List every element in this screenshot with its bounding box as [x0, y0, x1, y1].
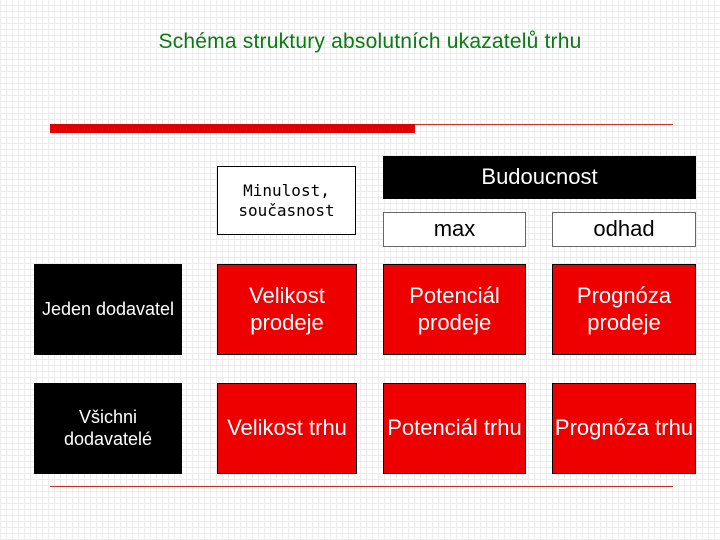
decorative-red-line-top — [415, 124, 673, 125]
decorative-red-line-bottom — [50, 486, 673, 487]
cell-text: Potenciál prodeje — [409, 283, 500, 335]
cell-market-forecast — [552, 383, 696, 474]
slide-title: Schéma struktury absolutních ukazatelů trhu — [158, 30, 582, 53]
header-future-label: Budoucnost — [481, 164, 598, 190]
row-label-text: Všichni dodavatelé — [63, 406, 153, 449]
row-label-text: Jeden dodavatel — [41, 298, 175, 319]
header-current-label: Minulost, současnost — [238, 180, 335, 220]
cell-text: Potenciál trhu — [387, 415, 522, 441]
cell-text: Prognóza trhu — [554, 415, 694, 441]
cell-sales-size — [217, 264, 357, 355]
header-max — [383, 212, 526, 247]
cell-sales-potential — [383, 264, 526, 355]
header-estimate — [552, 212, 696, 247]
header-estimate-label: odhad — [593, 216, 655, 242]
header-current — [217, 166, 356, 235]
header-future — [383, 156, 696, 199]
row-label-one-supplier — [34, 264, 182, 355]
row-label-all-suppliers — [34, 383, 182, 474]
cell-text: Velikost prodeje — [249, 283, 325, 335]
cell-text: Velikost trhu — [227, 415, 347, 441]
cell-market-potential — [383, 383, 526, 474]
cell-text: Prognóza prodeje — [576, 283, 672, 335]
cell-sales-forecast — [552, 264, 696, 355]
header-max-label: max — [433, 216, 476, 242]
decorative-red-bar — [50, 124, 415, 133]
cell-market-size — [217, 383, 357, 474]
